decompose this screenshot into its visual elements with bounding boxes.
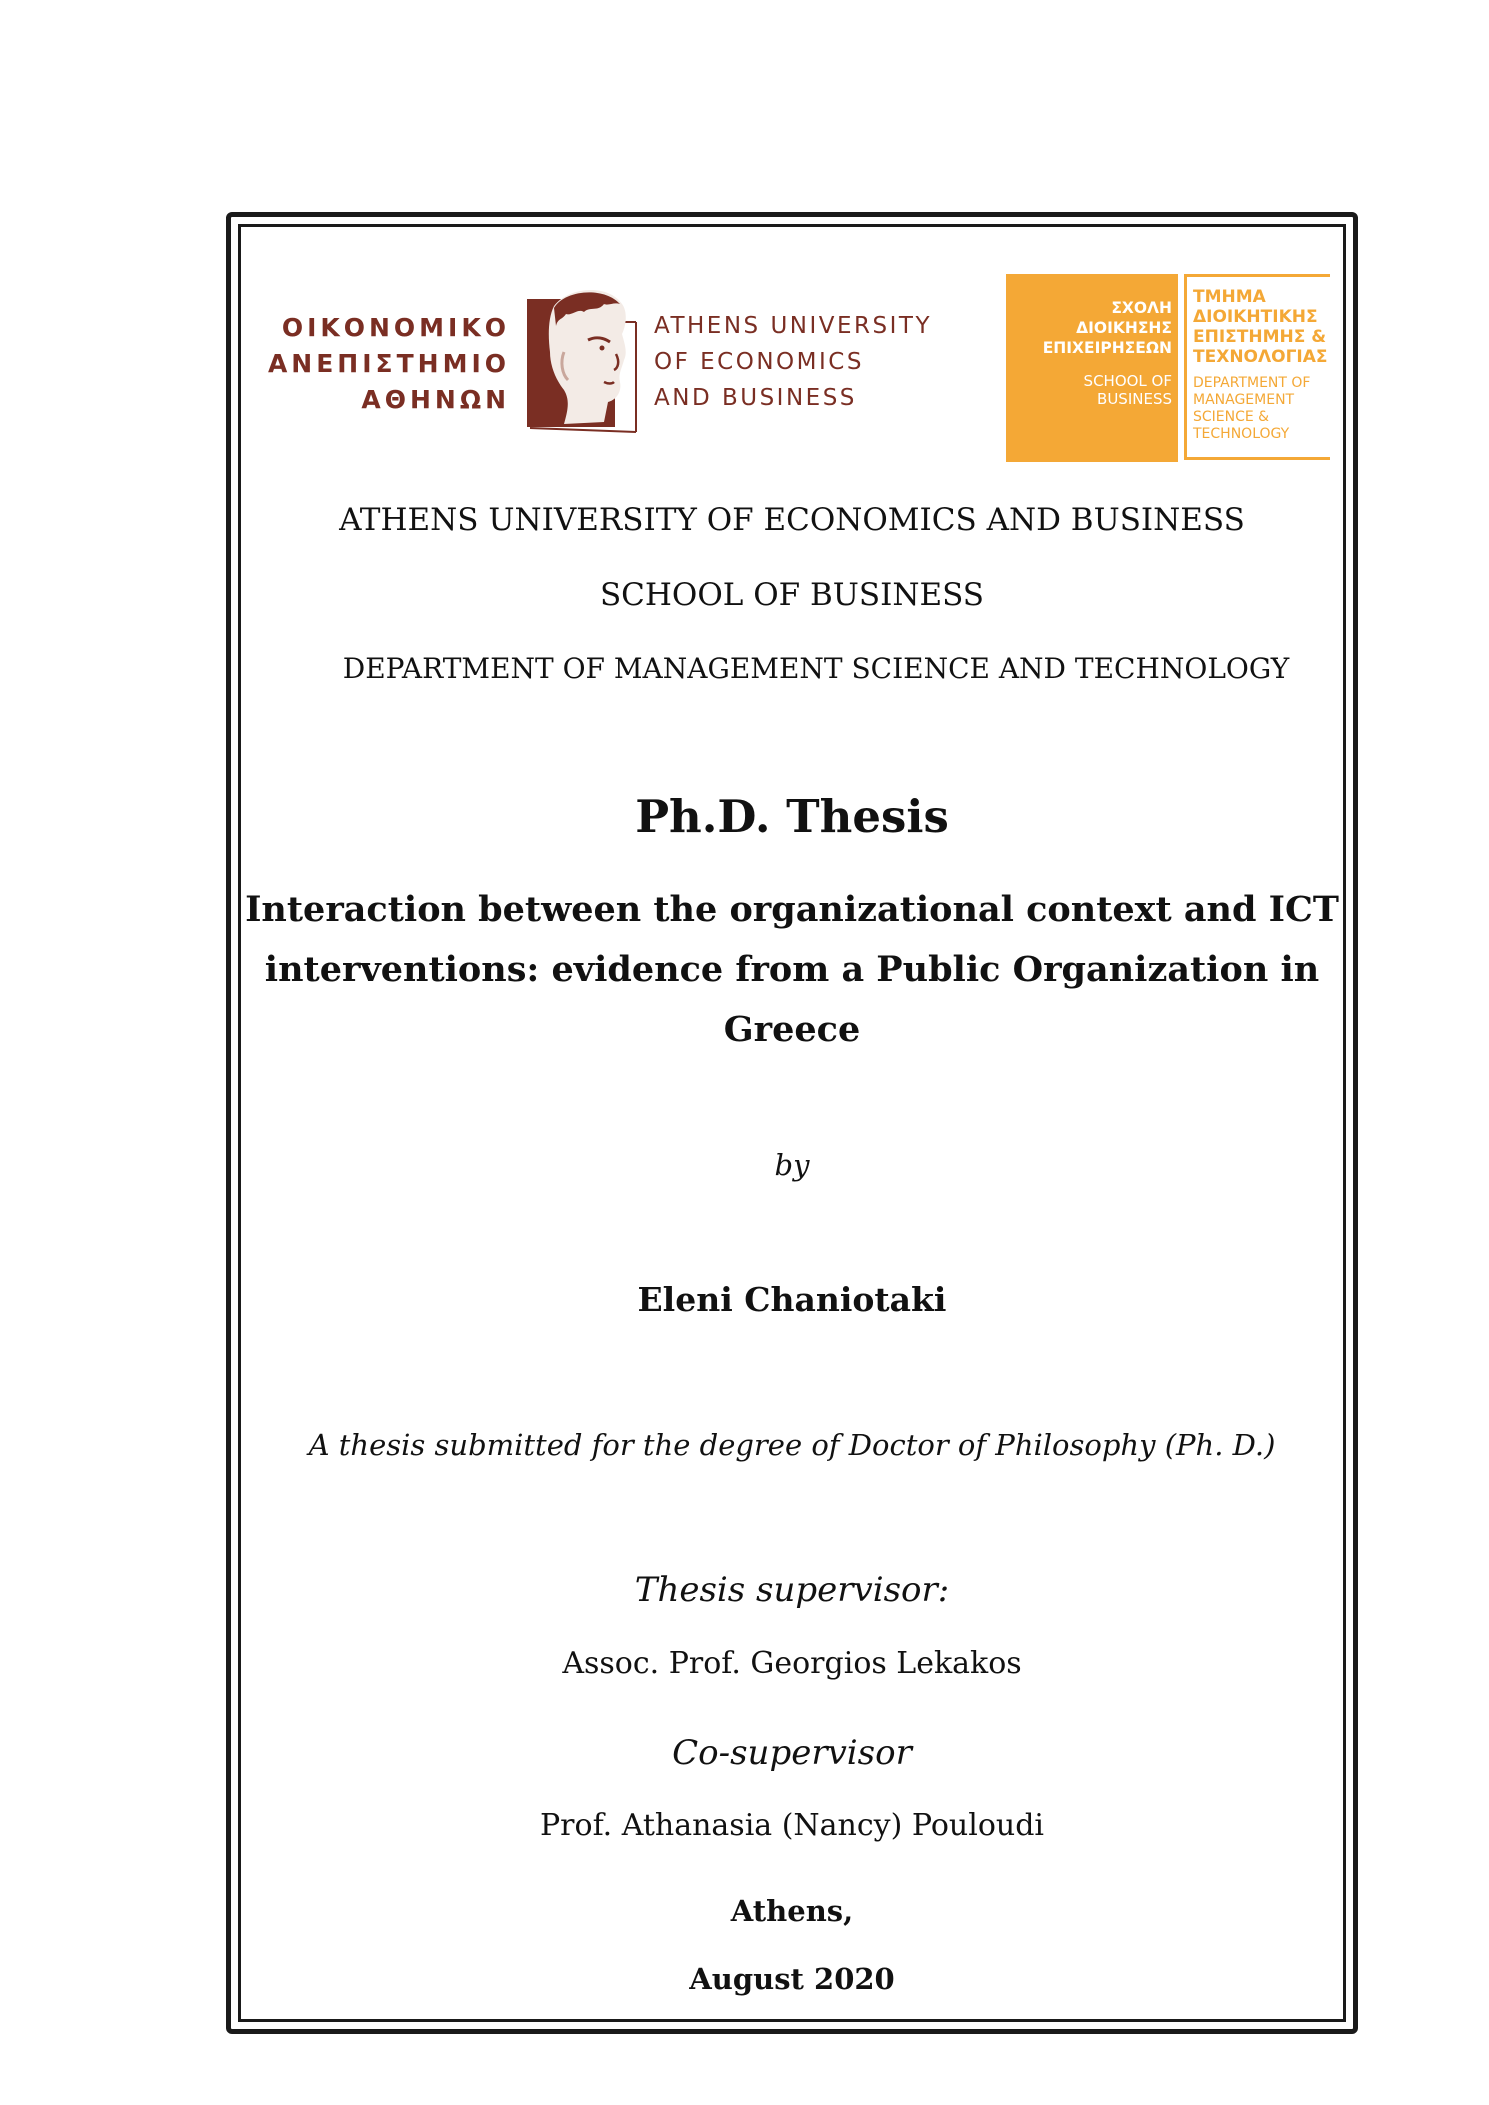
date: August 2020 bbox=[689, 1962, 895, 1996]
school-name: SCHOOL OF BUSINESS bbox=[599, 577, 985, 613]
thesis-title-line: Greece bbox=[723, 1009, 861, 1050]
dept-greek-line: ΤΕΧΝΟΛΟΓΙΑΣ bbox=[1193, 347, 1328, 367]
aueb-logo-english-text bbox=[654, 308, 932, 416]
thesis-title bbox=[238, 880, 1346, 1060]
co-supervisor-name: Prof. Athanasia (Nancy) Pouloudi bbox=[540, 1808, 1044, 1843]
university-name: ATHENS UNIVERSITY OF ECONOMICS AND BUSINESS bbox=[339, 502, 1245, 538]
thesis-title-line: Interaction between the organizational context and ICT bbox=[245, 889, 1339, 930]
aueb-greek-line: ΑΝΕΠΙΣΤΗΜΙΟ bbox=[267, 349, 510, 378]
dept-greek-line: ΕΠΙΣΤΗΜΗΣ & bbox=[1193, 327, 1327, 347]
supervisor-label: Thesis supervisor: bbox=[634, 1570, 950, 1610]
school-greek-line: ΕΠΙΧΕΙΡΗΣΕΩΝ bbox=[1042, 339, 1172, 357]
aueb-greek-line: ΑΘΗΝΩΝ bbox=[361, 385, 510, 414]
co-supervisor-label: Co-supervisor bbox=[672, 1733, 912, 1773]
school-english-text bbox=[1012, 372, 1172, 408]
supervisor-name: Assoc. Prof. Georgios Lekakos bbox=[562, 1646, 1022, 1681]
department-name-badge bbox=[1184, 274, 1330, 460]
degree-statement: A thesis submitted for the degree of Doctor of Philosophy (Ph. D.) bbox=[308, 1428, 1276, 1462]
dept-english-line: DEPARTMENT OF bbox=[1193, 375, 1311, 391]
dept-english-text bbox=[1193, 375, 1330, 443]
aueb-english-line: AND BUSINESS bbox=[654, 385, 857, 411]
dept-english-line: TECHNOLOGY bbox=[1193, 426, 1290, 442]
aueb-logo bbox=[258, 282, 938, 434]
department-name: DEPARTMENT OF MANAGEMENT SCIENCE AND TECHNOLOGY bbox=[342, 652, 1290, 685]
school-english-line: BUSINESS bbox=[1097, 390, 1172, 408]
aueb-english-line: OF ECONOMICS bbox=[654, 349, 864, 375]
aueb-logo-greek-text bbox=[258, 310, 510, 418]
author-name: Eleni Chaniotaki bbox=[637, 1280, 947, 1319]
dept-greek-line: ΤΜΗΜΑ bbox=[1193, 287, 1266, 307]
school-greek-line: ΔΙΟΙΚΗΣΗΣ bbox=[1076, 319, 1172, 337]
department-logo bbox=[1006, 274, 1334, 464]
dept-greek-line: ΔΙΟΙΚΗΤΙΚΗΣ bbox=[1193, 307, 1318, 327]
school-of-business-badge bbox=[1006, 274, 1178, 462]
aueb-english-line: ATHENS UNIVERSITY bbox=[654, 313, 932, 339]
dept-english-line: SCIENCE & bbox=[1193, 409, 1270, 425]
aueb-greek-line: ΟΙΚΟΝΟΜΙΚΟ bbox=[281, 313, 510, 342]
school-english-line: SCHOOL OF bbox=[1083, 372, 1172, 390]
school-greek-line: ΣΧΟΛΗ bbox=[1111, 299, 1172, 317]
dept-english-line: MANAGEMENT bbox=[1193, 392, 1295, 408]
by-label: by bbox=[774, 1148, 810, 1182]
place: Athens, bbox=[730, 1894, 854, 1928]
aueb-hermes-head-emblem bbox=[524, 282, 640, 434]
thesis-title-line: interventions: evidence from a Public Organization in bbox=[264, 949, 1320, 990]
document-type: Ph.D. Thesis bbox=[635, 790, 949, 843]
